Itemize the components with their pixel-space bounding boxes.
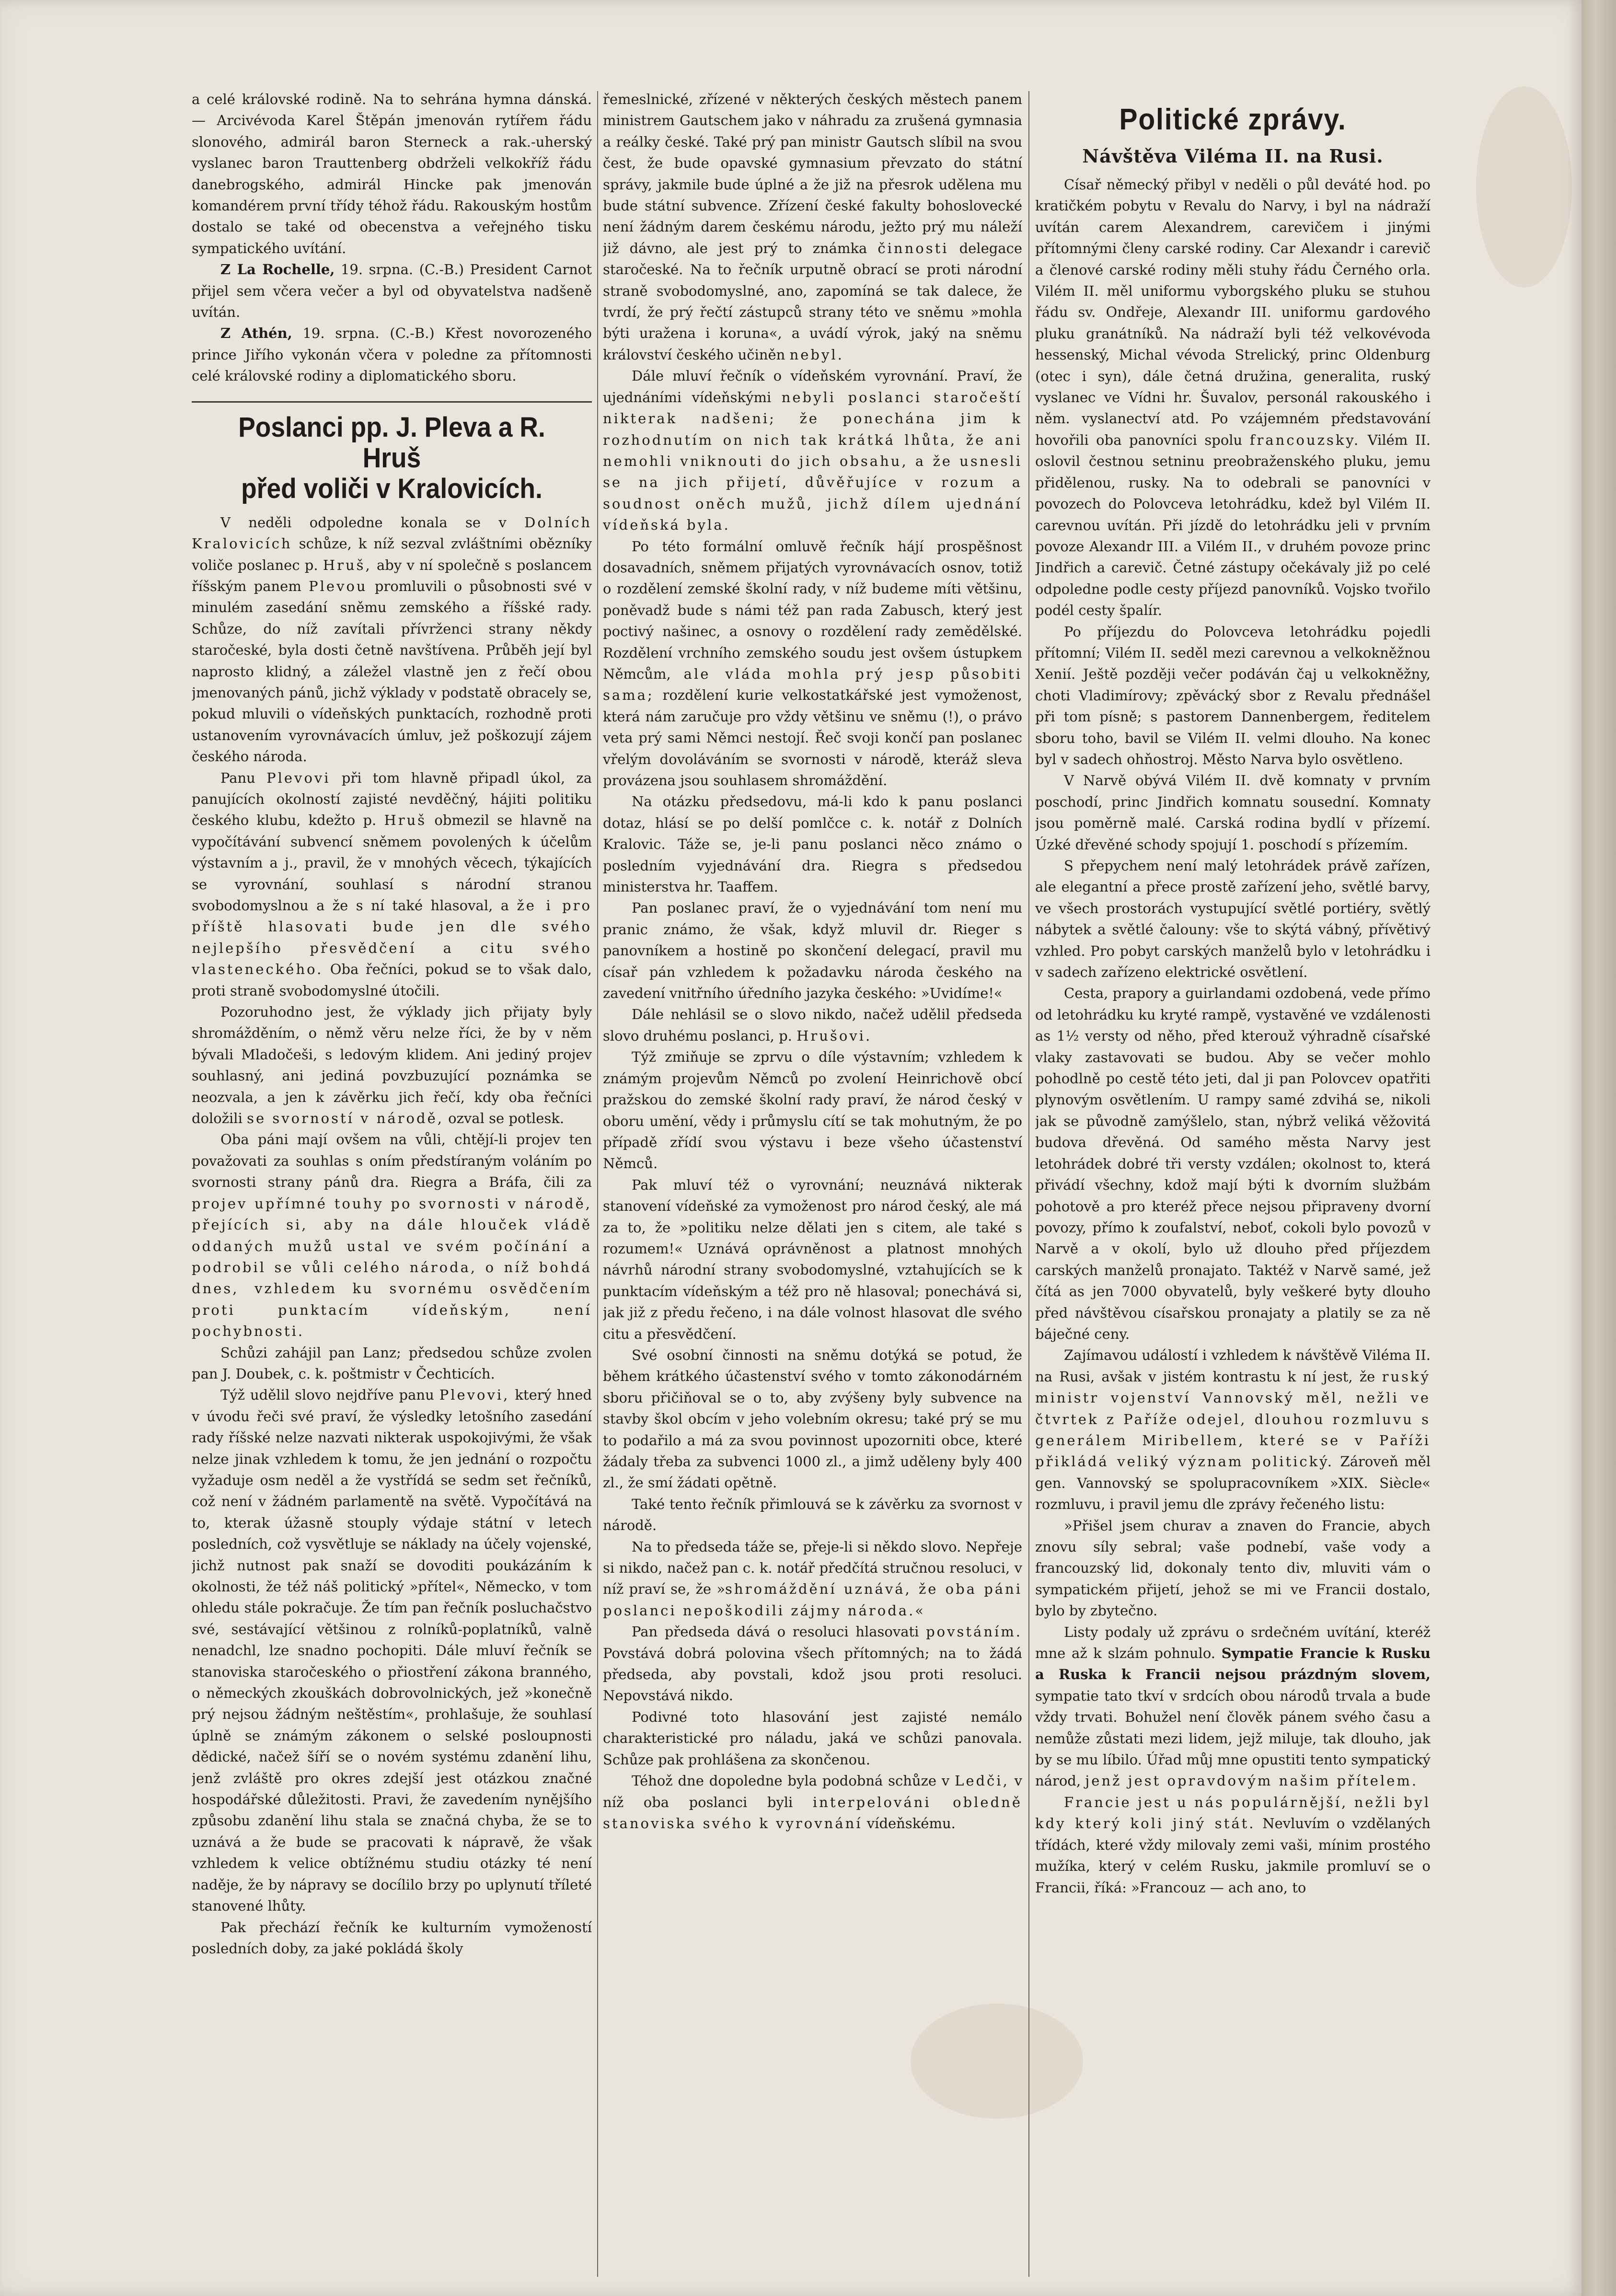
- paper-stain: [1476, 86, 1572, 288]
- dateline: Z La Rochelle,: [220, 261, 335, 278]
- paragraph: a celé královské rodině. Na to sehrána hymna dánská. — Arcivévoda Karel Štěpán jmenován rytířem řádu slonového, admirál baron Sterneck a rak.-uherský vyslanec baron Trauttenberg obdrželi velkokříž řádu danebrogského, admirál Hincke pak jmenován komandérem první třídy téhož řádu. Rakouským hostům dostalo se také od obecenstva a veřejného tisku sympatického uvítání.: [192, 91, 592, 256]
- paragraph: Po této formální omluvě řečník hájí prospěšnost dosavadních, sněmem přijatých vyrovnávacích osnov, totiž o rozdělení zemské školní rady, v níž budeme míti většinu, poněvadž bude s námi též pan rada Zabusch, který jest poctivý našinec, a osnovy o rozdělení rady zemědělské. Rozdělení vrchního zemského soudu jest ovšem ústupkem Němcům, ale vláda mohla prý jesp působiti sama; rozdělení kurie velkostatkářské jest vymoženost, která nám zaručuje pro vždy většinu ve sněmu (!), o právo veta prý sami Němci nestojí. Řeč svoji končí pan poslanec vřelým dovoláváním se svornosti v národě, kteráž sleva provázena jsou souhlasem shromáždění.: [603, 538, 1022, 789]
- article-subheadline: Návštěva Viléma II. na Rusi.: [1082, 145, 1384, 167]
- section-rule: [192, 401, 592, 403]
- paragraph: V neděli odpoledne konala se v Dolních Kralovicích schůze, k níž sezval zvláštními obězníky voliče poslanec p. Hruš, aby v ní společně s poslancem říšským panem Plevou promluvili o působnosti své v minulém zasedání sněmu zemského a říšské rady. Schůze, do níž zavítali přívrženci strany někdy staročeské, byla dosti četně navštívena. Průběh její byl naprosto klidný, a záležel vlastně jen z řečí obou jmenovaných pánů, jichž výklady v podstatě obracely se, pokud mluvili o vídeňských punktacích, rozhodně proti ustanovením vyrovnávacích úmluv, jež poškozují zájem českého národa.: [192, 514, 592, 765]
- paragraph: Také tento řečník přimlouvá se k závěrku za svornost v národě.: [603, 1496, 1022, 1534]
- column-1: [192, 89, 592, 2274]
- paragraph: Francie jest u nás populárnější, nežli byl kdy který koli jiný stát. Nevluvím o vzdělaných třídách, které vždy milovaly zemi vaši, mínim prostého mužíka, který v celém Rusku, jakmile promluví se o Francii, říká: »Francouz — ach ano, to: [1035, 1794, 1431, 1896]
- paragraph: Po příjezdu do Polovceva letohrádku pojedli přítomní; Vilém II. seděl mezi carevnou a velkokněžnou Xenií. Ještě později večer podáván čaj u velkokněžny, choti Vladimírovy; zpěvácký sbor z Revalu přednášel při tom písně; s pastorem Dannenbergem, ředitelem sboru toho, bavil se Vilém II. velmi dlouho. Na konec byl v sadech ohňostroj. Město Narva bylo osvětleno.: [1035, 623, 1431, 767]
- paragraph: Oba páni mají ovšem na vůli, chtějí-li projev ten považovati za souhlas s oním předstíraným voláním po svornosti strany pánů dra. Riegra a Bráfa, čili za projev upřímné touhy po svornosti v národě, přejících si, aby na dále hlouček vládě oddaných mužů ustal ve svém počínání a podrobil se vůli celého národa, o níž bohdá dnes, vzhledem ku svornému osvědčením proti punktacím vídeňským, není pochybnosti.: [192, 1131, 592, 1340]
- paragraph: Pan poslanec praví, že o vyjednávání tom není mu pranic známo, že však, když mluvil dr. Rieger s panovníkem a hostině po skončení delegací, pravil mu císař pán vzhledem k požadavku národa českého na zavedení vnitřního úředního jazyka českého: »Uvidíme!«: [603, 900, 1022, 1002]
- paragraph: Podivné toto hlasování jest zajisté nemálo charakteristické pro náladu, jaká ve schůzi panovala. Schůze pak prohlášena za skončenou.: [603, 1708, 1022, 1768]
- paragraph: Dále mluví řečník o vídeňském vyrovnání. Praví, že ujednáními vídeňskými nebyli poslanci staročeští nikterak nadšeni; že ponechána jim k rozhodnutím on nich tak krátká lhůta, že ani nemohli vniknouti do jich obsahu, a že usnesli se na jich přijetí, důvěřujíce v rozum a soudnost oněch mužů, jichž dílem ujednání vídeňská byla.: [603, 368, 1022, 533]
- paragraph: Z Athén, 19. srpna. (C.-B.) Křest novorozeného prince Jiřího vykonán včera v poledne za přítomnosti celé královské rodiny a diplomatického sboru.: [192, 325, 592, 384]
- paragraph: Cesta, prapory a guirlandami ozdobená, vede přímo od letohrádku ku kryté rampě, vystavěné ve vzdálenosti as 1½ versty od něho, před kterouž výhradně císařské vlaky zastavovati se budou. Aby se večer mohlo pohodlně po cestě této jeti, dal ji pan Polovcev opatřiti plynovým osvětlením. U rampy samé zdvihá se, nikoli jak se původně zamýšlelo, stan, nýbrž veliká věžovitá budova dřevěná. Od samého města Narvy jest letohrádek dobré tři versty vzdálen; okolnost to, která přivádí všechny, kdož mají býti k dvorním službám pohotově a pro kteréž přece nejsou připraveny dvorní povozy, přímo k zoufalství, neboť, cokoli bylo povozů v Narvě a v okolí, bylo už dlouho před příjezdem carských manželů pronajato. Taktéž v Narvě samé, jež čítá as jen 7000 obyvatelů, byly veškeré byty dlouho před návštěvou císařskou pronajaty a platily se za ně báječné ceny.: [1035, 985, 1431, 1342]
- paragraph: Schůzi zahájil pan Lanz; předsedou schůze zvolen pan J. Doubek, c. k. poštmistr v Čechticích.: [192, 1344, 592, 1382]
- paragraph: Pak přechází řečník ke kulturním vymožeností posledních doby, za jaké pokládá školy: [192, 1919, 592, 1957]
- paragraph: Pan předseda dává o resoluci hlasovati povstáním. Povstává dobrá polovina všech přítomných; na to žádá předseda, aby povstali, kdož jsou proti resoluci. Nepovstává nikdo.: [603, 1623, 1022, 1704]
- paragraph: Císař německý přibyl v neděli o půl deváté hod. po kratičkém pobytu v Revalu do Narvy, i byl na nádraží uvítán carem Alexandrem, carevičem i jinými přítomnými členy carské rodiny. Car Alexandr i carevič a členové carské rodiny měli stuhy řádu Černého orla. Vilém II. měl uniformu vyborgského pluku se stuhou řádu sv. Ondřeje, Alexandr III. uniformu gardového pluku granátníků. Na nádraží byli též velkovévoda hessenský, Michal vévoda Strelický, princ Oldenburg (otec i syn), dále četná družina, generalita, ruský vyslanec ve Vídni hr. Šuvalov, personál rakouského i něm. vyslanectví atd. Po vzájemném představování hovořili oba panovníci spolu francouzsky. Vilém II. oslovil čestnou setninu preobraženského pluku, jemu přidělenou, rusky. Na to odebrali se panovníci v povozech do Polovceva letohrádku, kdež byl Vilém II. carevnou uvítán. Při jízdě do letohrádku jeli v prvním povoze Alexandr III. a Vilém II., v druhém povoze princ Jindřich a carevič. Četné zástupy očekávaly již po celé odpoledne podle cesty příjezd panovníků. Vojsko tvořilo podél cesty špalír.: [1035, 176, 1431, 619]
- paragraph: Panu Plevovi při tom hlavně připadl úkol, za panujících okolností zajisté nevděčný, hájiti politiku českého klubu, kdežto p. Hruš obmezil se hlavně na vypočítávání subvencí sněmem povolených k účelům výstavním a j., pravil, že v mnohých věcech, týkajících se vyrovnání, souhlasí s národní stranou svobodomyslnou a že s ní také hlasoval, a že i pro příště hlasovati bude jen dle svého nejlepšího přesvědčení a citu svého vlasteneckého. Oba řečníci, pokud se to však dalo, proti straně svobodomyslné útočili.: [192, 769, 592, 999]
- dateline: Z Athén,: [220, 325, 292, 342]
- page-edge: [1581, 0, 1616, 2296]
- paragraph: Dále nehlásil se o slovo nikdo, načež udělil předseda slovo druhému poslanci, p. Hrušovi.: [603, 1006, 1022, 1044]
- section-headline: Politické zprávy.: [1119, 103, 1347, 136]
- paragraph: řemeslnické, zřízené v některých českých městech panem ministrem Gautschem jako v náhradu za zrušená gymnasia a reálky české. Také prý pan ministr Gautsch slíbil na svou čest, že bude opavské gymnasium převzato do státní správy, jakmile bude úplné a že již na přesrok udělena mu bude státní subvence. Zřízení české fakulty bohoslovecké není žádným darem českému národu, ježto prý mu náleží již dávno, ale jest prý to známka činnosti delegace staročeské. Na to řečník urputně obrací se proti národní straně svobodomyslné, ano, zapomíná se tak dalece, že tvrdí, že prý řečtí zástupců strany této ve sněmu »mohla býti uražena i koruna«, a uvádí výrok, jaký na sněmu království českého učiněn nebyl.: [603, 91, 1022, 363]
- paragraph: V Narvě obývá Vilém II. dvě komnaty v prvním poschodí, princ Jindřich komnatu sousední. Komnaty jsou poměrně malé. Carská rodina bydlí v přízemí. Úzké dřevěné schody spojují 1. poschodí s přízemím.: [1035, 772, 1431, 853]
- paragraph: Týž zmiňuje se zprvu o díle výstavním; vzhledem k známým projevům Němců po zvolení Heinrichově obcí pražskou do zemské školní rady praví, že národ český v oboru umění, vědy i průmyslu cítí se tak mohutným, že po případě zřídí svou výstavu i beze všeho účastenství Němců.: [603, 1049, 1022, 1172]
- column-3: [1035, 89, 1431, 2274]
- paragraph: Téhož dne dopoledne byla podobná schůze v Ledči, v níž oba poslanci byli interpelováni obledně stanoviska svého k vyrovnání vídeňskému.: [603, 1773, 1022, 1832]
- paragraph: Zajímavou událostí i vzhledem k návštěvě Viléma II. na Rusi, avšak v jistém kontrastu k ní jest, že ruský ministr vojenství Vannovský měl, nežli ve čtvrtek z Paříže odejel, dlouhou rozmluvu s generálem Miribellem, které se v Paříži přikládá veliký význam politický. Zároveň měl gen. Vannovský se spolupracovníkem »XIX. Siècle« rozmluvu, i pravil jemu dle zprávy řečeného listu:: [1035, 1347, 1431, 1513]
- paragraph: Pak mluví též o vyrovnání; neuznává nikterak stanovení vídeňské za vymoženost pro národ český, ale má za to, že »politiku nelze dělati jen s citem, ale také s rozumem!« Uznává oprávněnost a platnost mnohých návrhů národní strany svobodomyslné, vztahujících se k punktacím vídeňským a též pro ně hlasoval; ponechává si, jak již z předu řečeno, i na dále volnost hlasovat dle svého citu a přesvědčení.: [603, 1176, 1022, 1342]
- paragraph: Listy podaly už zprávu o srdečném uvítání, kteréž mne až k slzám pohnulo. Sympatie Francie k Rusku a Ruska k Francii nejsou prázdným slovem, sympatie tato tkví v srdcích obou národů trvala a bude vždy trvati. Bohužel není člověk pánem svého času a nemůže zůstati mezi lidem, jejž miluje, tak dlouho, jak by se mu líbilo. Úřad můj mne opustiti tento sympatický národ, jenž jest opravdovým našim přítelem.: [1035, 1623, 1431, 1789]
- paragraph: Týž udělil slovo nejdříve panu Plevovi, který hned v úvodu řeči své praví, že výsledky letošního zasedání rady říšské nelze nazvati nikterak uspokojivými, že však nelze jinak vzhledem k tomu, že jen jednání o rozpočtu vyžaduje osm neděl a že vystřídá se sedm set řečníků, což není v žádném parlamentě na světě. Vypočítává na to, kterak úžasně stouply výdaje státní v letech posledních, což vysvětluje se náklady na účely vojenské, jichž nutnost pak snaží se dovoditi poukázáním k okolnosti, že též náš politický »přítel«, Německo, v tom ohledu stále pokračuje. Že tím pan řečník posluchačstvo své, sestávající většinou z rolníků-poplatníků, valně nenadchl, lze snadno pochopiti. Dále mluví řečník se stanoviska staročeského o přiostření zákona branného, o německých zkouškách dobrovolnických, jež »konečně prý nejsou žádným neštěstím«, prohlašuje, že souhlasí úplně se známým zákonem o selské posloupnosti dědické, načež šíří se o novém systému zdanění lihu, jenž zvláště pro okres zdejší jest otázkou značné hospodářské důležitosti. Pravi, že zavedením nynějšího způsobu zdanění lihu stala se značná chyba, že se to uznává a že bude se pracovati k nápravě, že však vzhledem k velice obtížnému studiu otázky té není naděje, že by nápravy se docílilo brzy po uplynutí tříleté stanovené lhůty.: [192, 1387, 592, 1914]
- paragraph: Na otázku předsedovu, má-li kdo k panu poslanci dotaz, hlásí se po delší pomlčce c. k. notář z Dolních Kralovic. Táže se, je-li panu poslanci něco známo o posledním vyjednávání dra. Riegra s předsedou ministerstva hr. Taaffem.: [603, 793, 1022, 895]
- paragraph: »Přišel jsem churav a znaven do Francie, abych znovu síly sebral; vaše podnebí, vaše vody a francouzský lid, dokonaly tento div, mluviti vám o sympatickém přijetí, jehož se mi ve Francii dostalo, bylo by zbytečno.: [1035, 1517, 1431, 1619]
- column-rule: [1028, 91, 1029, 2277]
- paragraph: Pozoruhodno jest, že výklady jich přijaty byly shromážděním, o němž věru nelze říci, že by v něm bývali Mladočeši, s ledovým klidem. Ani jediný projev souhlasný, ani jediná povzbuzující poznámka se neozvala, a jen k závěrku jich řečí, kdy oba řečníci doložili se svorností v národě, ozval se potlesk.: [192, 1004, 592, 1127]
- paragraph: Z La Rochelle, 19. srpna. (C.-B.) President Carnot přijel sem včera večer a byl od obyvatelstva nadšeně uvítán.: [192, 261, 592, 321]
- column-rule: [597, 91, 598, 2277]
- paragraph: Na to předseda táže se, přeje-li si někdo slovo. Nepřeje si nikdo, načež pan c. k. notář předčítá stručnou resoluci, v níž praví se, že »shromáždění uznává, že oba páni poslanci nepoškodili zájmy národa.«: [603, 1538, 1022, 1619]
- column-2: [603, 89, 1022, 2274]
- article-headline: Poslanci pp. J. Pleva a R. Hruš před voliči v Kralovicích.: [238, 411, 545, 504]
- paragraph: S přepychem není malý letohrádek právě zařízen, ale elegantní a přece prostě zařízení jeho, světlé barvy, ve všech prostorách vystupující světlé portiéry, světlý nábytek a světlé čalouny: vše to skýtá vábný, přívětivý vzhled. Pro pobyt carských manželů bylo v letohrádku i v sadech zařízeno elektrické osvětlení.: [1035, 858, 1431, 981]
- paragraph: Své osobní činnosti na sněmu dotýká se potud, že během krátkého účastenství svého v tomto zákonodárném sboru přičiňoval se o to, aby zvýšeny byly subvence na stavby škol obcím v jeho volebním okresu; také prý se mu to podařilo a má za svou povinnost upozorniti obce, které žádaly třeba za subvenci 1000 zl., a jimž uděleny byly 400 zl., že smí žádati opětně.: [603, 1346, 1022, 1491]
